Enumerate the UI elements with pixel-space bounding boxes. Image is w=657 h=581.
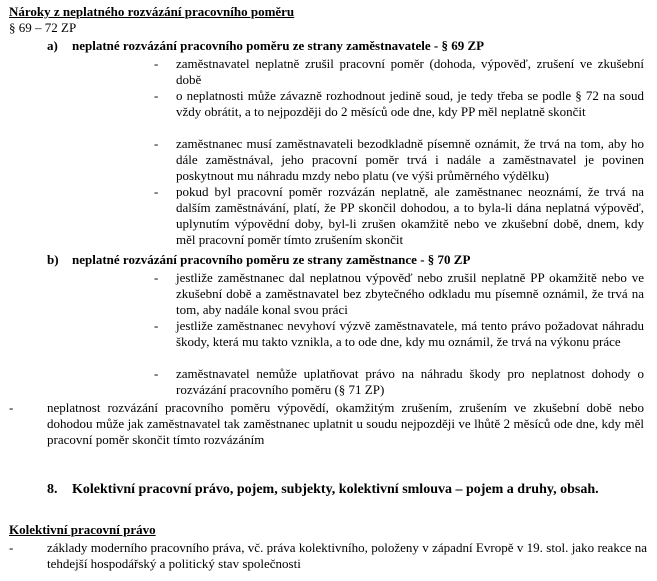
final-item: základy moderního pracovního práva, vč. práva kolektivního, položeny v západní Evropě v 19. stol. jako reakce na tehdejší hospodářský a politický stav společnosti — [47, 540, 647, 571]
heading-claims: Nároky z neplatného rozvázání pracovního poměru — [9, 4, 295, 19]
section-b-item-2: jestliže zaměstnanec nevyhoví výzvě zaměstnavatele, má tento právo požadovat náhradu škody, která mu takto vznikla, a to ode dne, kdy mu oznámil, že trvá na výkonu práce — [176, 318, 644, 349]
bullet-dash: - — [154, 270, 159, 285]
bullet-dash: - — [154, 318, 159, 333]
section-a-item-2: o neplatnosti může závazně rozhodnout jedině soud, je tedy třeba se podle § 72 na soud vždy obrátit, a to nejpozději do 2 měsíců ode dne, kdy PP měl neplatně skončit — [176, 88, 644, 119]
heading-8-text: Kolektivní pracovní právo, pojem, subjekty, kolektivní smlouva – pojem a druhy, obsah. — [72, 482, 599, 497]
heading-8-number: 8. — [47, 482, 58, 497]
bullet-dash: - — [154, 136, 159, 151]
bullet-dash: - — [154, 56, 159, 71]
section-a-item-1: zaměstnavatel neplatně zrušil pracovní poměr (dohoda, výpověď, zrušení ve zkušební době — [176, 56, 644, 87]
general-item: neplatnost rozvázání pracovního poměru výpovědí, okamžitým zrušením, zrušením ve zkušební době nebo dohodou může jak zaměstnavatel tak zaměstnanec uplatnit u soudu nejpozději ve lhůtě 2 měsíců ode dne, kdy měl pracovní poměr skončit tímto rozvázáním — [47, 400, 644, 447]
section-a-title: neplatné rozvázání pracovního poměru ze strany zaměstnavatele - § 69 ZP — [72, 38, 485, 53]
section-b-marker: b) — [47, 252, 59, 267]
bullet-dash: - — [9, 540, 14, 555]
section-a-item-3: zaměstnanec musí zaměstnavateli bezodkladně písemně oznámit, že trvá na tom, aby ho dále zaměstnával, jeho pracovní poměr trvá i nadále a zaměstnavatel je povinen poskytnout mu náhradu mzdy nebo platu (ve výši průměrného výdělku) — [176, 136, 644, 183]
bullet-dash: - — [9, 400, 14, 415]
bullet-dash: - — [154, 366, 159, 381]
section-b-title: neplatné rozvázání pracovního poměru ze strany zaměstnance - § 70 ZP — [72, 252, 471, 267]
section-b-item-3: zaměstnavatel nemůže uplatňovat právo na náhradu škody pro neplatnost dohody o rozvázání pracovního poměru (§ 71 ZP) — [176, 366, 644, 397]
bullet-dash: - — [154, 184, 159, 199]
bullet-dash: - — [154, 88, 159, 103]
section-b-item-1: jestliže zaměstnanec dal neplatnou výpověď nebo zrušil neplatně PP okamžitě nebo ve zkušební době a zaměstnavatel bez zbytečného odkladu mu písemně oznámil, že trvá na tom, aby nadále konal svou práci — [176, 270, 644, 317]
legal-reference: § 69 – 72 ZP — [9, 20, 77, 35]
section-a-marker: a) — [47, 38, 58, 53]
heading-collective-law: Kolektivní pracovní právo — [9, 522, 156, 537]
section-a-item-4: pokud byl pracovní poměr rozvázán neplatně, ale zaměstnanec neoznámí, že trvá na dalším zaměstnávání, platí, že PP skončil dohodou, a to byla-li dána neplatná výpověď, uplynutím výpovědní doby, byl-li zrušen okamžitě nebo ve zkušební době, dnem, kdy měl pracovní poměr tímto zrušením skončit — [176, 184, 644, 247]
